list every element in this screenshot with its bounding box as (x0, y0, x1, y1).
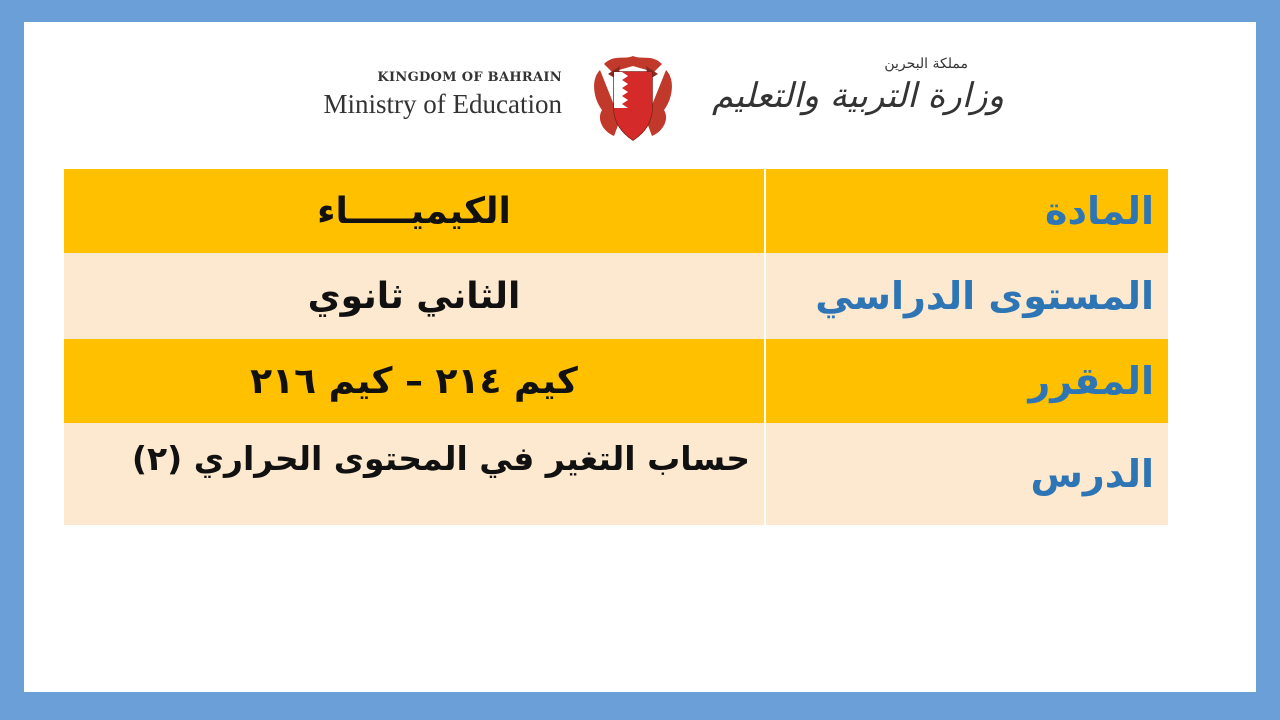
table-row-level (64, 253, 1168, 339)
english-ministry-name (324, 70, 562, 120)
course-value: كيم ٢١٤ – كيم ٢١٦ (64, 339, 765, 423)
bahrain-emblem-icon (590, 50, 676, 146)
arabic-ministry-name (704, 56, 1004, 116)
lesson-value: حساب التغير في المحتوى الحراري (٢) (64, 423, 765, 525)
english-kingdom-text: KINGDOM OF BAHRAIN (377, 70, 562, 85)
english-ministry-text: Ministry of Education (323, 89, 562, 119)
lesson-label: الدرس (765, 423, 1168, 525)
course-label: المقرر (765, 339, 1168, 423)
level-label: المستوى الدراسي (765, 253, 1168, 339)
subject-label: المادة (765, 169, 1168, 253)
level-value: الثاني ثانوي (64, 253, 765, 339)
lesson-info-table (64, 169, 1168, 525)
table-row-subject (64, 169, 1168, 253)
table-row-course (64, 339, 1168, 423)
arabic-kingdom-text: مملكة البحرين (884, 56, 968, 72)
subject-value: الكيميـــــاء (64, 169, 765, 253)
arabic-ministry-text: وزارة التربية والتعليم (712, 76, 1004, 116)
header (24, 22, 1256, 172)
table-row-lesson (64, 423, 1168, 525)
